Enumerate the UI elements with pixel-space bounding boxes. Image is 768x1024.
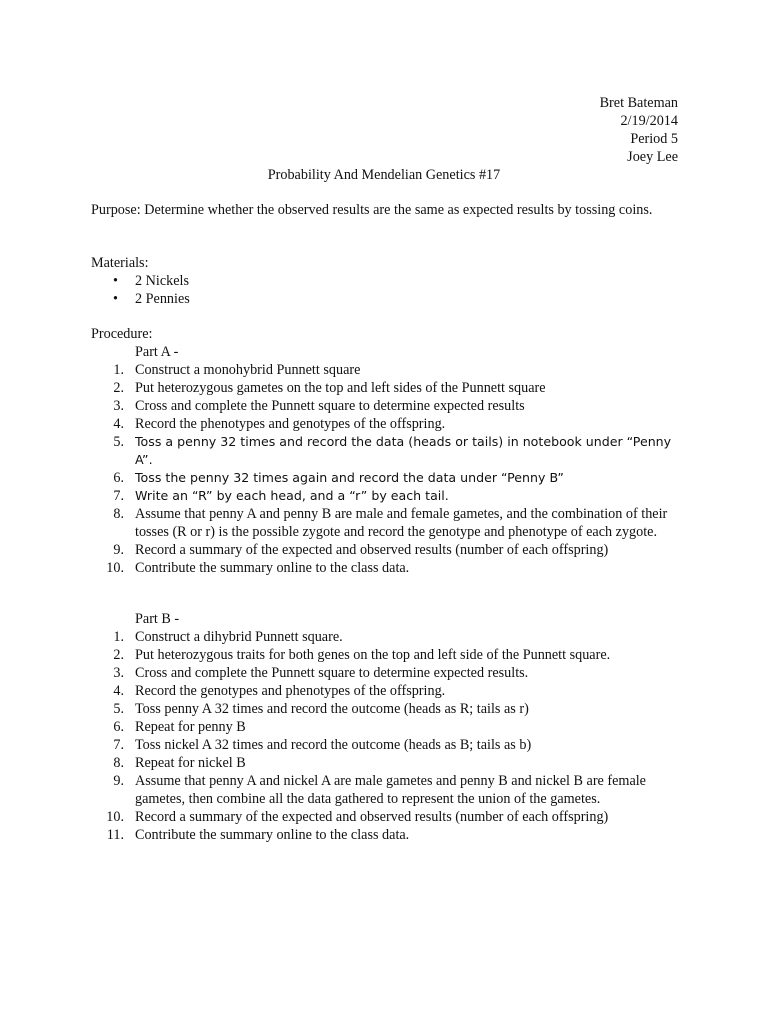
material-text: 2 Pennies bbox=[135, 291, 190, 307]
step-number: 9. bbox=[113, 542, 124, 558]
list-item bbox=[91, 272, 190, 290]
step-text: Put heterozygous gametes on the top and left sides of the Punnett square bbox=[135, 380, 546, 396]
list-item bbox=[91, 397, 681, 415]
step-number: 8. bbox=[113, 755, 124, 771]
step-number: 3. bbox=[113, 398, 124, 414]
step-number: 4. bbox=[113, 683, 124, 699]
step-text: Record a summary of the expected and observed results (number of each offspring) bbox=[135, 542, 609, 558]
step-number: 11. bbox=[106, 827, 124, 843]
materials-section bbox=[91, 254, 190, 308]
list-item bbox=[91, 826, 681, 844]
step-text: Record the genotypes and phenotypes of the offspring. bbox=[135, 683, 446, 699]
list-item bbox=[91, 772, 681, 808]
step-text: Record the phenotypes and genotypes of the offspring. bbox=[135, 416, 446, 432]
document-date: 2/19/2014 bbox=[620, 113, 678, 129]
step-text: Toss a penny 32 times and record the data (heads or tails) in notebook under “Penny A”. bbox=[135, 434, 672, 467]
list-item bbox=[91, 664, 681, 682]
step-text: Assume that penny A and penny B are male and female gametes, and the combination of their tosses (R or r) is the possible zygote and record the genotype and phenotype of each zygote. bbox=[135, 506, 668, 540]
list-item bbox=[91, 682, 681, 700]
part-a-label: Part A - bbox=[135, 344, 179, 360]
list-item bbox=[91, 290, 190, 308]
header-block bbox=[600, 94, 678, 166]
step-number: 7. bbox=[113, 488, 124, 504]
step-number: 3. bbox=[113, 665, 124, 681]
list-item bbox=[91, 361, 681, 379]
list-item bbox=[91, 646, 681, 664]
part-b-label: Part B - bbox=[135, 611, 180, 627]
step-number: 5. bbox=[113, 434, 124, 450]
list-item bbox=[91, 754, 681, 772]
list-item bbox=[91, 487, 681, 505]
step-text: Contribute the summary online to the class data. bbox=[135, 827, 410, 843]
list-item bbox=[91, 628, 681, 646]
step-number: 10. bbox=[106, 560, 124, 576]
list-item bbox=[91, 433, 681, 469]
list-item bbox=[91, 469, 681, 487]
procedure-section bbox=[91, 325, 681, 577]
step-text: Toss penny A 32 times and record the outcome (heads as R; tails as r) bbox=[135, 701, 529, 717]
materials-list bbox=[91, 272, 190, 308]
class-period: Period 5 bbox=[630, 131, 678, 147]
bullet-icon: • bbox=[113, 273, 118, 289]
part-b-section bbox=[91, 610, 681, 844]
bullet-icon: • bbox=[113, 291, 118, 307]
list-item bbox=[91, 505, 681, 541]
step-number: 1. bbox=[113, 629, 124, 645]
author-name: Bret Bateman bbox=[599, 95, 678, 111]
step-text: Cross and complete the Punnett square to determine expected results. bbox=[135, 665, 529, 681]
step-text: Repeat for penny B bbox=[135, 719, 246, 735]
step-text: Record a summary of the expected and observed results (number of each offspring) bbox=[135, 809, 609, 825]
part-a-steps bbox=[91, 361, 681, 577]
list-item bbox=[91, 541, 681, 559]
procedure-heading: Procedure: bbox=[91, 326, 153, 342]
materials-heading: Materials: bbox=[91, 255, 149, 271]
list-item bbox=[91, 415, 681, 433]
step-number: 10. bbox=[106, 809, 124, 825]
document-title: Probability And Mendelian Genetics #17 bbox=[267, 167, 501, 183]
step-number: 6. bbox=[113, 470, 124, 486]
step-text: Put heterozygous traits for both genes on the top and left side of the Punnett square. bbox=[135, 647, 611, 663]
step-text: Construct a dihybrid Punnett square. bbox=[135, 629, 343, 645]
step-text: Write an “R” by each head, and a “r” by each tail. bbox=[135, 488, 449, 503]
material-text: 2 Nickels bbox=[135, 273, 189, 289]
step-text: Cross and complete the Punnett square to determine expected results bbox=[135, 398, 525, 414]
part-b-steps bbox=[91, 628, 681, 844]
list-item bbox=[91, 559, 681, 577]
step-number: 9. bbox=[113, 773, 124, 789]
step-text: Contribute the summary online to the class data. bbox=[135, 560, 410, 576]
step-text: Toss the penny 32 times again and record the data under “Penny B” bbox=[135, 470, 564, 485]
step-number: 1. bbox=[113, 362, 124, 378]
step-text: Toss nickel A 32 times and record the outcome (heads as B; tails as b) bbox=[135, 737, 532, 753]
step-number: 2. bbox=[113, 647, 124, 663]
step-number: 2. bbox=[113, 380, 124, 396]
step-number: 6. bbox=[113, 719, 124, 735]
list-item bbox=[91, 808, 681, 826]
step-text: Repeat for nickel B bbox=[135, 755, 246, 771]
purpose-paragraph: Purpose: Determine whether the observed results are the same as expected results by tossing coins. bbox=[91, 202, 653, 218]
list-item bbox=[91, 736, 681, 754]
step-text: Assume that penny A and nickel A are male gametes and penny B and nickel B are female gametes, then combine all the data gathered to represent the union of the gametes. bbox=[135, 773, 646, 807]
list-item bbox=[91, 379, 681, 397]
step-number: 5. bbox=[113, 701, 124, 717]
list-item bbox=[91, 718, 681, 736]
step-number: 4. bbox=[113, 416, 124, 432]
step-number: 7. bbox=[113, 737, 124, 753]
step-number: 8. bbox=[113, 506, 124, 522]
step-text: Construct a monohybrid Punnett square bbox=[135, 362, 361, 378]
list-item bbox=[91, 700, 681, 718]
partner-name: Joey Lee bbox=[627, 149, 678, 165]
